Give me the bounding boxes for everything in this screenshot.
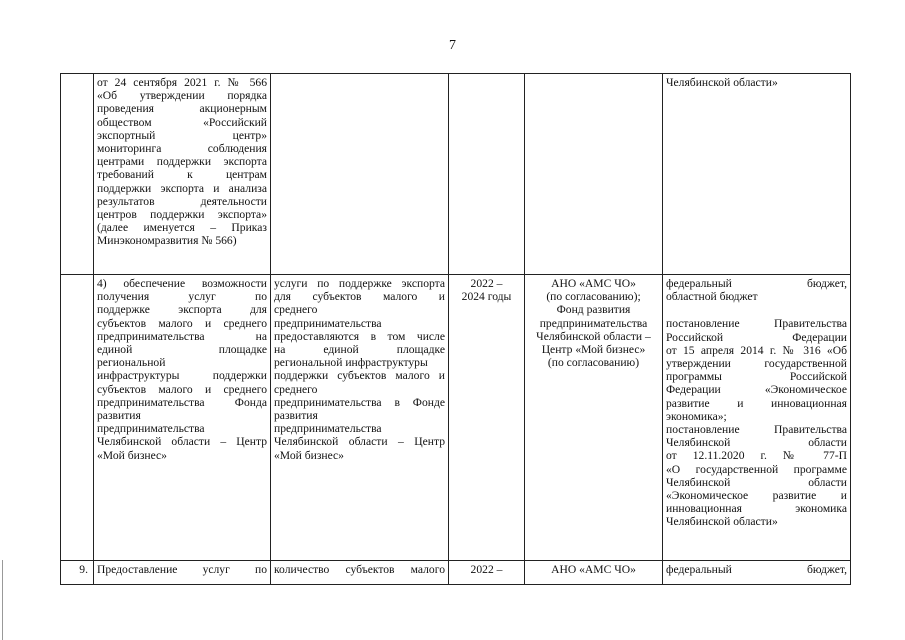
text-line: предпринимательства: [274, 316, 382, 330]
text-line: среднего: [274, 303, 318, 317]
result-cell: [271, 275, 449, 561]
text-line: обществом «Российский: [97, 115, 267, 129]
text-line: Челябинской области: [666, 475, 847, 489]
text-line: развития: [97, 409, 141, 423]
text-line: Челябинской области»: [666, 515, 778, 529]
number-cell: [61, 275, 94, 561]
period-cell: [449, 561, 525, 585]
text-line: «Мой бизнес»: [274, 448, 344, 462]
text-line: предпринимательства Фонда: [97, 395, 267, 409]
text-line: АНО «АМС ЧО»: [551, 277, 636, 290]
text-line: экспортный центр»: [97, 128, 267, 142]
text-line: 4) обеспечение возможности: [97, 277, 267, 290]
text-line: для субъектов малого и: [274, 290, 445, 304]
text-line: получения услуг по: [97, 290, 267, 304]
text-line: требований к центрам: [97, 168, 267, 182]
text-line: мониторинга соблюдения: [97, 142, 267, 156]
text-line: поддержке экспорта для: [97, 303, 267, 317]
number-cell: [61, 74, 94, 275]
text-line: поддержки экспорта и анализа: [97, 181, 267, 195]
text-line: субъектов малого и среднего: [97, 316, 267, 330]
text-line: предоставляются в том числе: [274, 329, 445, 343]
text-line: «Об утверждении порядка: [97, 89, 267, 103]
text-line: от 12.11.2020 г. № 77-П: [666, 449, 847, 463]
text-line: развития: [274, 409, 318, 423]
source-cell: [663, 74, 851, 275]
paragraph-gap: [666, 303, 847, 317]
measure-cell: [94, 74, 271, 275]
text-line: услуги по поддержке экспорта: [274, 277, 445, 290]
text-line: Минэкономразвития № 566): [97, 234, 237, 248]
text-line: (по согласованию);: [546, 290, 641, 304]
text-line: Челябинской области»: [666, 76, 778, 89]
text-line: 2024 годы: [461, 290, 512, 304]
text-line: субъектов малого и среднего: [97, 382, 267, 396]
text-line: 2022 –: [470, 563, 503, 576]
text-line: предпринимательства: [97, 422, 205, 436]
text-line: развитие и инновационная: [666, 396, 847, 410]
text-line: «Мой бизнес»: [97, 448, 167, 462]
text-line: экономика»;: [666, 409, 727, 423]
text-line: Челябинской области: [666, 436, 847, 450]
text-line: Предоставление услуг по: [97, 563, 267, 576]
text-line: Фонд развития: [556, 303, 631, 317]
text-line: центрами поддержки экспорта: [97, 155, 267, 169]
measure-cell: [94, 561, 271, 585]
text-line: предпринимательства: [274, 422, 382, 436]
text-line: Челябинской области –: [536, 329, 651, 343]
measure-cell: [94, 275, 271, 561]
result-cell: [271, 74, 449, 275]
executor-cell: [525, 561, 663, 585]
text-line: Челябинской области – Центр: [274, 435, 445, 449]
text-line: федеральный бюджет,: [666, 563, 847, 576]
text-line: 2022 –: [470, 277, 503, 290]
page-number: 7: [449, 38, 456, 53]
text-line: «О государственной программе: [666, 462, 847, 476]
text-line: постановление Правительства: [666, 317, 847, 331]
text-line: проведения акционерным: [97, 102, 267, 116]
text-line: от 15 апреля 2014 г. № 316 «Об: [666, 343, 847, 357]
scan-edge-line: [2, 560, 3, 640]
text-line: постановление Правительства: [666, 423, 847, 437]
text-line: программы Российской: [666, 370, 847, 384]
text-line: предпринимательства: [539, 316, 648, 330]
table-body: [61, 74, 851, 585]
table-row: [61, 275, 851, 561]
text-line: поддержки субъектов малого и: [274, 369, 445, 383]
text-line: результатов деятельности: [97, 194, 267, 208]
text-line: (по согласованию): [547, 356, 640, 370]
text-line: утверждении государственной: [666, 357, 847, 371]
result-cell: [271, 561, 449, 585]
text-line: Центр «Мой бизнес»: [541, 343, 646, 357]
text-line: региональной: [97, 356, 166, 370]
text-line: Федерации «Экономическое: [666, 383, 847, 397]
table-row: [61, 561, 851, 585]
text-line: предпринимательства в Фонде: [274, 395, 445, 409]
source-cell: [663, 561, 851, 585]
text-line: от 24 сентября 2021 г. № 566: [97, 76, 267, 89]
text-line: региональной инфраструктуры: [274, 356, 428, 370]
text-line: среднего: [274, 382, 318, 396]
table-row: [61, 74, 851, 275]
text-line: на единой площадке: [274, 343, 445, 357]
text-line: областной бюджет: [666, 290, 758, 304]
period-cell: [449, 275, 525, 561]
text-line: единой площадке: [97, 343, 267, 357]
measures-table: [60, 73, 851, 585]
number-cell: 9.: [61, 561, 94, 585]
text-line: Челябинской области – Центр: [97, 435, 267, 449]
executor-cell: [525, 74, 663, 275]
text-line: центров поддержки экспорта»: [97, 208, 267, 222]
text-line: количество субъектов малого: [274, 563, 445, 576]
text-line: АНО «АМС ЧО»: [551, 563, 636, 576]
text-line: Российской Федерации: [666, 330, 847, 344]
text-line: инновационная экономика: [666, 502, 847, 516]
text-line: предпринимательства на: [97, 329, 267, 343]
text-line: «Экономическое развитие и: [666, 489, 847, 503]
executor-cell: [525, 275, 663, 561]
source-cell: [663, 275, 851, 561]
period-cell: [449, 74, 525, 275]
text-line: инфраструктуры поддержки: [97, 369, 267, 383]
text-line: федеральный бюджет,: [666, 277, 847, 290]
text-line: (далее именуется – Приказ: [97, 221, 267, 235]
